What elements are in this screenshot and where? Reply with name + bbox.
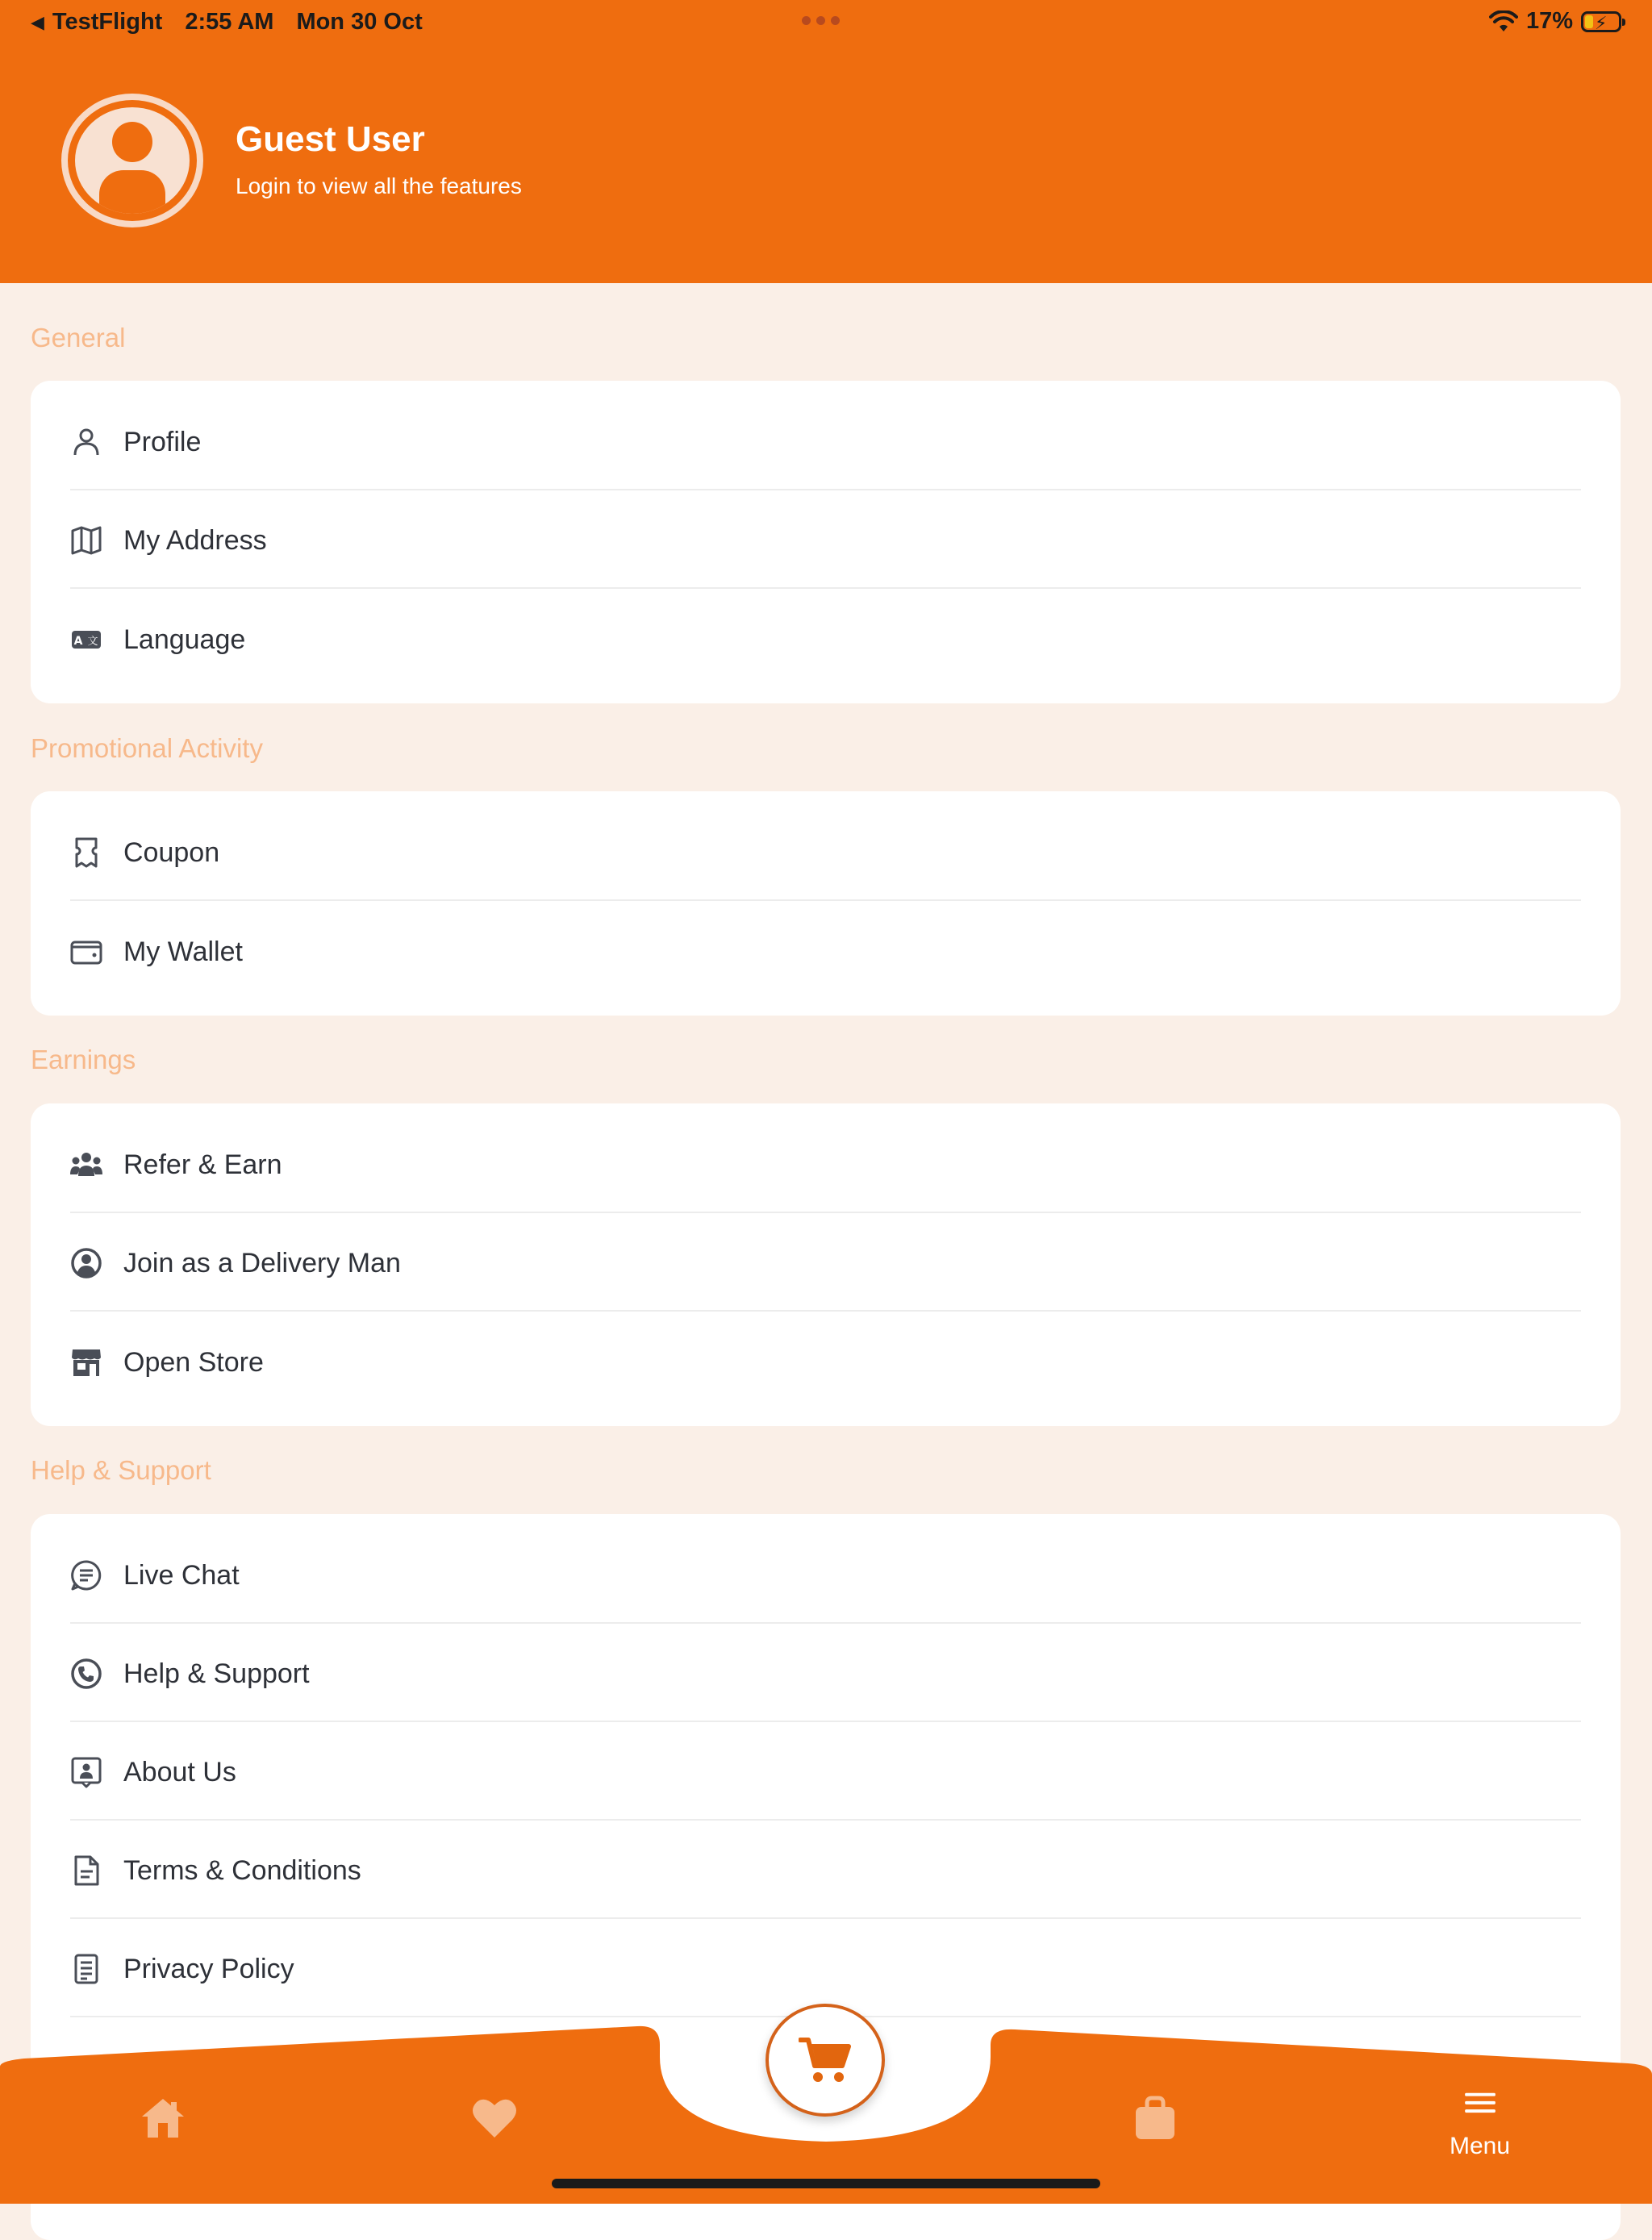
menu-item-label: Open Store — [123, 1346, 264, 1378]
menu-item-label: Language — [123, 624, 246, 655]
section-title-general: General — [31, 323, 126, 352]
cart-button[interactable] — [766, 2004, 885, 2117]
section-title-help: Help & Support — [31, 1455, 211, 1485]
people-icon — [70, 1149, 102, 1181]
menu-item-refer-earn[interactable] — [70, 1118, 1581, 1213]
menu-item-coupon[interactable] — [70, 806, 1581, 901]
menu-item-label: My Address — [123, 524, 267, 556]
menu-item-my-address[interactable] — [70, 494, 1581, 589]
status-bar — [0, 0, 1652, 45]
nav-menu-label: Menu — [1450, 2133, 1511, 2159]
policy-icon — [70, 1953, 102, 1985]
bag-icon — [1131, 2096, 1179, 2141]
menu-item-label: Terms & Conditions — [123, 1854, 361, 1886]
user-circle-icon — [70, 1247, 102, 1279]
section-title-earnings: Earnings — [31, 1045, 136, 1074]
menu-item-open-store[interactable] — [70, 1315, 1581, 1410]
map-icon — [70, 524, 102, 557]
menu-item-help-support[interactable] — [70, 1627, 1581, 1722]
status-date: Mon 30 Oct — [296, 9, 423, 35]
section-title-promotional: Promotional Activity — [31, 733, 263, 763]
menu-icon — [1456, 2089, 1504, 2125]
menu-item-label: Live Chat — [123, 1559, 240, 1591]
translate-icon — [70, 624, 102, 656]
person-icon — [70, 426, 102, 458]
nav-favorites[interactable] — [470, 2096, 519, 2141]
wallet-icon — [70, 936, 102, 968]
menu-item-label: My Wallet — [123, 936, 243, 967]
menu-item-label: Help & Support — [123, 1658, 310, 1689]
cart-icon — [799, 2035, 852, 2085]
menu-item-label: Join as a Delivery Man — [123, 1247, 401, 1279]
menu-item-label: Refer & Earn — [123, 1149, 282, 1180]
phone-icon — [70, 1658, 102, 1690]
status-time: 2:55 AM — [185, 9, 274, 35]
home-indicator[interactable] — [552, 2179, 1100, 2188]
menu-item-live-chat[interactable] — [70, 1529, 1581, 1624]
heart-icon — [470, 2096, 519, 2141]
card-promotional — [31, 791, 1621, 1016]
about-icon — [70, 1756, 102, 1788]
user-name[interactable]: Guest User — [236, 119, 425, 159]
nav-home[interactable] — [139, 2096, 187, 2141]
nav-menu[interactable] — [1450, 2089, 1510, 2160]
svg-text:文: 文 — [87, 636, 98, 648]
wifi-icon — [1489, 10, 1518, 33]
header — [0, 0, 1652, 283]
avatar[interactable] — [61, 94, 203, 227]
user-avatar-icon — [75, 107, 190, 214]
menu-item-profile[interactable] — [70, 395, 1581, 490]
nav-orders[interactable] — [1131, 2096, 1179, 2141]
store-icon — [70, 1346, 102, 1379]
menu-item-label: Profile — [123, 426, 202, 457]
battery-icon: ⚡ — [1581, 11, 1621, 32]
menu-item-label: About Us — [123, 1756, 236, 1787]
svg-text:A: A — [73, 635, 83, 648]
card-general — [31, 381, 1621, 703]
coupon-icon — [70, 836, 102, 869]
home-icon — [139, 2096, 187, 2141]
back-arrow-icon[interactable]: ◀ — [31, 11, 44, 32]
menu-item-terms-conditions[interactable] — [70, 1824, 1581, 1919]
menu-item-join-delivery-man[interactable] — [70, 1216, 1581, 1312]
login-prompt[interactable]: Login to view all the features — [236, 173, 522, 198]
menu-item-label: Privacy Policy — [123, 1953, 294, 1984]
menu-item-label: Coupon — [123, 836, 220, 868]
multitasking-dots-icon[interactable] — [802, 16, 840, 25]
card-earnings — [31, 1103, 1621, 1426]
chat-icon — [70, 1559, 102, 1591]
menu-item-language[interactable] — [70, 592, 1581, 687]
document-icon — [70, 1854, 102, 1887]
battery-percent: 17% — [1525, 8, 1573, 34]
menu-item-about-us[interactable] — [70, 1725, 1581, 1821]
back-app-label[interactable]: TestFlight — [52, 9, 163, 35]
menu-item-my-wallet[interactable] — [70, 904, 1581, 999]
